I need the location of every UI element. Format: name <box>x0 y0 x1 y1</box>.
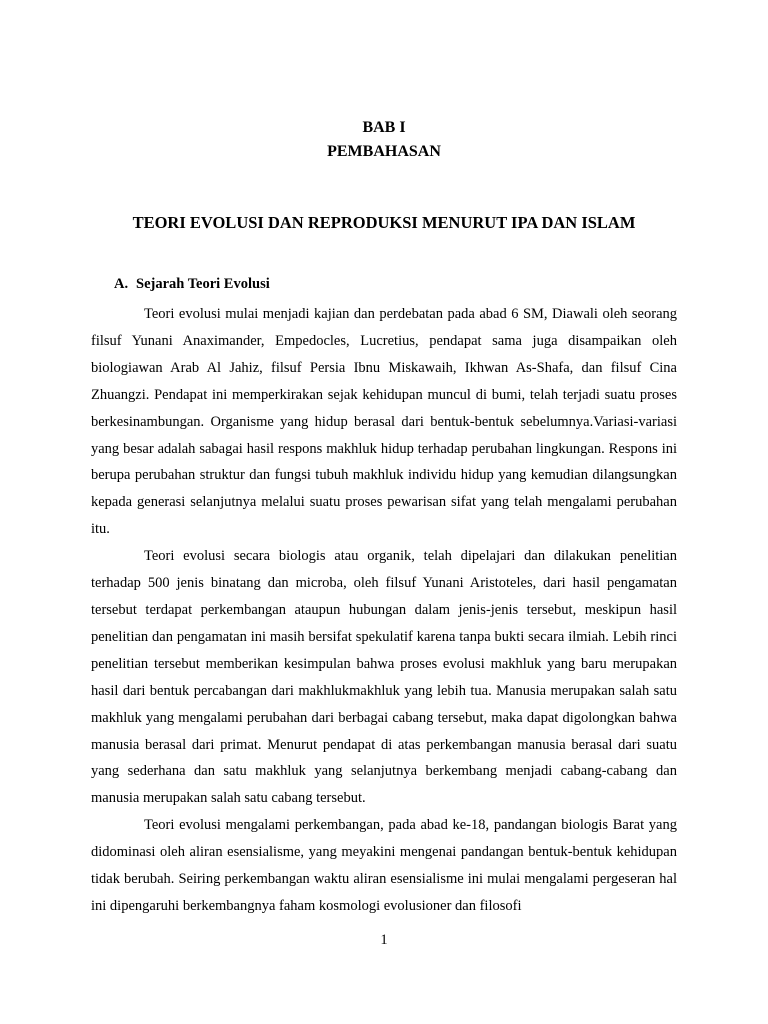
section-marker: A. <box>114 276 129 292</box>
paragraph-1: Teori evolusi mulai menjadi kajian dan perdebatan pada abad 6 SM, Diawali oleh seorang filsuf Yunani Anaximander, Empedocles, Lucretius, pendapat sama juga disampaikan oleh biologiawan Arab Al Jahiz, filsuf Persia Ibnu Miskawaih, Ikhwan As-Shafa, dan filsuf Cina Zhuangzi. Pendapat ini memperkirakan sejak kehidupan muncul di bumi, telah terjadi suatu proses berkesinambungan. Organisme yang hidup berasal dari bentuk-bentuk sebelumnya.Variasi-variasi yang besar adalah sabagai hasil respons makhluk hidup terhadap perubahan lingkungan. Respons ini berupa perubahan struktur dan fungsi tubuh makhluk individu hidup yang kemudian dilangsungkan kepada generasi selanjutnya melalui suatu proses pewarisan sifat yang telah mengalami perubahan itu. <box>91 306 677 538</box>
chapter-title: PEMBAHASAN <box>327 143 441 160</box>
section-title: Sejarah Teori Evolusi <box>136 276 270 292</box>
section-heading <box>114 273 270 295</box>
paragraph-2: Teori evolusi secara biologis atau organik, telah dipelajari dan dilakukan penelitian terhadap 500 jenis binatang dan microba, oleh filsuf Yunani Aristoteles, dari hasil pengamatan tersebut terdapat perkembangan ataupun hubungan dalam jenis-jenis tersebut, meskipun hasil penelitian dan pengamatan ini masih bersifat spekulatif karena tanpa bukti secara ilmiah. Lebih rinci penelitian tersebut memberikan kesimpulan bahwa proses evolusi makhluk yang baru merupakan hasil dari bentuk percabangan dari makhlukmakhluk yang lebih tua. Manusia merupakan salah satu makhluk yang mengalami perubahan dari berbagai cabang tersebut, maka dapat digolongkan bahwa manusia berasal dari primat. Menurut pendapat di atas perkembangan manusia berasal dari suatu yang sederhana dan satu makhluk yang selanjutnya berkembang menjadi cabang-cabang dan manusia merupakan salah satu cabang tersebut. <box>91 548 677 807</box>
document-title: TEORI EVOLUSI DAN REPRODUKSI MENURUT IPA DAN ISLAM <box>132 213 636 232</box>
chapter-number: BAB I <box>362 119 406 136</box>
body-text <box>91 301 677 920</box>
page-number: 1 <box>380 932 388 948</box>
paragraph-3: Teori evolusi mengalami perkembangan, pada abad ke-18, pandangan biologis Barat yang didominasi oleh aliran esensialisme, yang meyakini mengenai pandangan bentuk-bentuk kehidupan tidak berubah. Seiring perkembangan waktu aliran esensialisme ini mulai mengalami pergeseran hal ini dipengaruhi berkembangnya faham kosmologi evolusioner dan filosofi <box>91 817 677 914</box>
